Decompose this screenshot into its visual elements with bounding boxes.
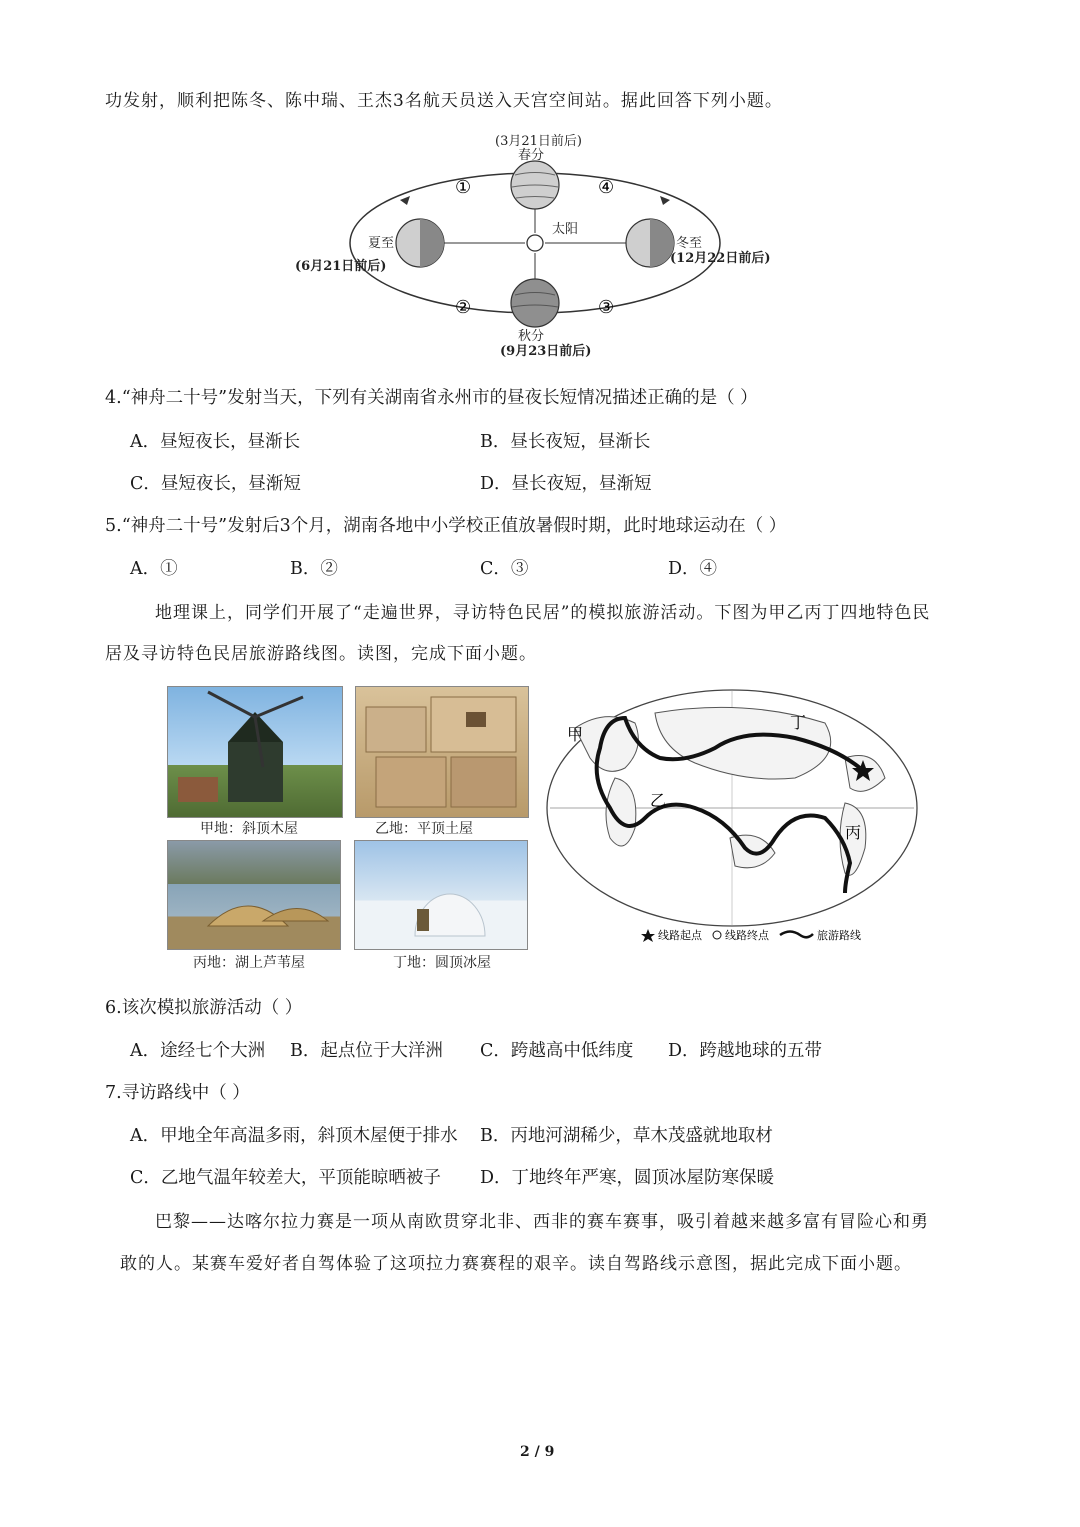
q7-option-a[interactable]: A．甲地全年高温多雨，斜顶木屋便于排水 xyxy=(130,1126,458,1146)
q7-option-b[interactable]: B．丙地河湖稀少，草木茂盛就地取材 xyxy=(480,1126,773,1146)
q7-option-d[interactable]: D．丁地终年严寒，圆顶冰屋防寒保暖 xyxy=(480,1168,775,1188)
intro-line: 功发射，顺利把陈冬、陈中瑞、王杰3名航天员送入天宫空间站。据此回答下列小题。 xyxy=(105,91,783,111)
page-number: 2 / 9 xyxy=(520,1444,555,1460)
date-spring: (3月21日前后) xyxy=(495,134,582,149)
segment-4: ④ xyxy=(598,177,615,198)
q4-option-b[interactable]: B．昼长夜短，昼渐长 xyxy=(480,432,651,452)
caption-jia: 甲地：斜顶木屋 xyxy=(200,821,298,837)
legend-start: 线路起点 xyxy=(658,929,702,942)
q4-option-a[interactable]: A．昼短夜长，昼渐长 xyxy=(130,432,301,452)
label-autumn: 秋分 xyxy=(518,329,545,344)
q6-option-b[interactable]: B．起点位于大洋洲 xyxy=(290,1041,443,1061)
legend-end: 线路终点 xyxy=(725,929,769,942)
q5-stem: 5.“神舟二十号”发射后3个月，湖南各地中小学校正值放暑假时期，此时地球运动在（ ） xyxy=(105,516,787,536)
q5-option-d[interactable]: D．④ xyxy=(668,559,718,579)
q5-option-c[interactable]: C．③ xyxy=(480,559,529,579)
q7-option-c[interactable]: C．乙地气温年较差大，平顶能晾晒被子 xyxy=(130,1168,441,1188)
passage2-line1: 地理课上，同学们开展了“走遍世界，寻访特色民居”的模拟旅游活动。下图为甲乙丙丁四地特色民 xyxy=(155,603,931,623)
date-winter: (12月22日前后) xyxy=(670,251,771,266)
legend-route: 旅游路线 xyxy=(817,929,861,942)
sun-icon xyxy=(527,235,543,251)
photo-earth-house xyxy=(355,686,529,818)
label-sun: 太阳 xyxy=(552,222,579,237)
label-summer: 夏至 xyxy=(368,236,395,251)
photo-reed-house xyxy=(167,840,341,950)
caption-bing: 丙地：湖上芦苇屋 xyxy=(193,955,305,971)
caption-yi: 乙地：平顶土屋 xyxy=(375,821,473,837)
passage3-line1: 巴黎——达喀尔拉力赛是一项从南欧贯穿北非、西非的赛车赛事，吸引着越来越多富有冒险心和勇 xyxy=(155,1212,929,1232)
map-label-bing: 丙 xyxy=(845,823,862,842)
q4-option-c[interactable]: C．昼短夜长，昼渐短 xyxy=(130,474,301,494)
earth-autumn-icon xyxy=(511,279,559,327)
passage3-line2: 敢的人。某赛车爱好者自驾体验了这项拉力赛赛程的艰辛。读自驾路线示意图，据此完成下面小题。 xyxy=(120,1254,912,1274)
q5-option-b[interactable]: B．② xyxy=(290,559,338,579)
date-autumn: (9月23日前后) xyxy=(500,344,592,359)
segment-1: ① xyxy=(455,177,472,198)
legend-circle-icon xyxy=(713,931,721,939)
legend-route-icon xyxy=(780,932,813,938)
legend-star-icon xyxy=(641,929,655,942)
q5-option-a[interactable]: A．① xyxy=(130,559,178,579)
earth-orbit-diagram xyxy=(280,125,810,365)
world-route-map xyxy=(545,688,920,948)
photo-wooden-house xyxy=(167,686,343,818)
map-label-ding: 丁 xyxy=(790,713,807,732)
label-winter: 冬至 xyxy=(676,236,703,251)
q6-option-a[interactable]: A．途经七个大洲 xyxy=(130,1041,266,1061)
photo-igloo xyxy=(354,840,528,950)
q4-option-d[interactable]: D．昼长夜短，昼渐短 xyxy=(480,474,652,494)
map-label-yi: 乙 xyxy=(650,791,667,810)
q6-stem: 6.该次模拟旅游活动（ ） xyxy=(105,998,303,1018)
caption-ding: 丁地：圆顶冰屋 xyxy=(393,955,491,971)
segment-2: ② xyxy=(455,297,472,318)
q7-stem: 7.寻访路线中（ ） xyxy=(105,1083,250,1103)
q6-option-c[interactable]: C．跨越高中低纬度 xyxy=(480,1041,634,1061)
passage2-line2: 居及寻访特色民居旅游路线图。读图，完成下面小题。 xyxy=(105,644,537,664)
label-spring: 春分 xyxy=(518,148,545,163)
q6-option-d[interactable]: D．跨越地球的五带 xyxy=(668,1041,823,1061)
date-summer: (6月21日前后) xyxy=(295,259,387,274)
q4-stem: 4.“神舟二十号”发射当天，下列有关湖南省永州市的昼夜长短情况描述正确的是（ ） xyxy=(105,388,758,408)
map-label-jia: 甲 xyxy=(567,725,584,744)
segment-3: ③ xyxy=(598,297,615,318)
